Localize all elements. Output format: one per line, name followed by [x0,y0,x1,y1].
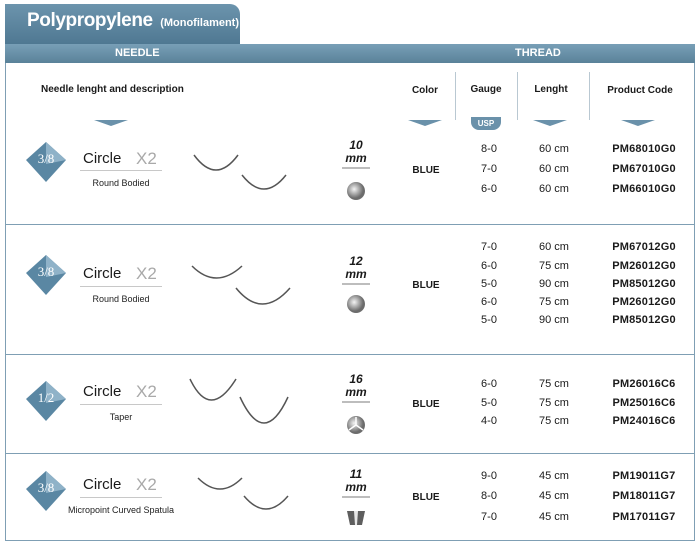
product-code-cell: PM19011G7 [612,470,676,482]
title-tab [5,4,240,44]
multiplier-label: X2 [136,149,157,168]
gauge-cell: 4-0 [481,415,497,427]
gauge-cell: 6-0 [481,378,497,390]
product-subtitle: (Monofilament) [160,17,240,29]
circle-fraction: 3/8 [37,264,55,279]
type-underline [80,286,162,287]
description-arrow-icon [94,120,128,126]
product-code-cell: PM26012G0 [612,260,676,272]
table-row [454,378,694,396]
circle-fraction-badge [26,381,66,421]
product-code-cell: PM18011G7 [612,490,676,502]
table-row [454,511,694,529]
table-row [454,397,694,415]
needle-type: Round Bodied [92,178,150,188]
needle-length-unit: mm [345,385,367,399]
gauge-cell: 5-0 [481,278,497,290]
header-band [5,44,695,63]
circle-fraction: 3/8 [37,480,55,495]
gauge-cell: 6-0 [481,183,497,195]
gauge-cell: 7-0 [481,163,497,175]
needle-curve-icon [186,470,296,530]
code-column-header: Product Code [607,85,673,96]
length-cell: 60 cm [539,241,569,253]
needle-length-value: 16 [349,372,363,386]
table-row [454,490,694,508]
product-code-cell: PM66010G0 [612,183,676,195]
circle-fraction-badge [26,142,66,182]
gauge-cell: 7-0 [481,511,497,523]
column-separator [589,72,590,120]
multiplier-label: X2 [136,264,157,283]
needle-length-value: 10 [349,138,363,152]
table-row [454,183,694,201]
length-cell: 60 cm [539,183,569,195]
needle-section [6,225,694,354]
product-code-cell: PM67010G0 [612,163,676,175]
thread-color: BLUE [412,492,440,503]
thread-color: BLUE [412,165,440,176]
needle-type: Round Bodied [92,294,150,304]
needle-length-value: 11 [349,467,363,481]
spatula-tip-icon [345,508,367,530]
length-cell: 60 cm [539,143,569,155]
column-separator [517,72,518,120]
product-code-cell: PM85012G0 [612,278,676,290]
needle-header: NEEDLE [115,47,160,59]
circle-label: Circle [83,150,122,167]
needle-length-value: 12 [349,254,363,268]
length-arrow-icon [533,120,567,126]
thread-header: THREAD [515,47,561,59]
gauge-cell: 5-0 [481,314,497,326]
length-cell: 45 cm [539,490,569,502]
needle-type: Micropoint Curved Spatula [67,505,175,515]
round-tip-icon [345,180,367,202]
length-column-header: Lenght [534,84,568,95]
length-cell: 75 cm [539,415,569,427]
table-row [454,415,694,433]
gauge-cell: 8-0 [481,490,497,502]
table-row [454,296,694,314]
needle-length-underline [342,401,370,403]
type-underline [80,497,162,498]
product-code-cell: PM25016C6 [612,397,676,409]
needle-curve-icon [186,375,296,445]
needle-length-unit: mm [345,151,367,165]
length-cell: 75 cm [539,296,569,308]
gauge-cell: 8-0 [481,143,497,155]
color-arrow-icon [408,120,442,126]
length-cell: 75 cm [539,378,569,390]
circle-label: Circle [83,265,122,282]
product-code-cell: PM85012G0 [612,314,676,326]
gauge-column-header: Gauge [470,84,502,95]
gauge-cell: 6-0 [481,296,497,308]
needle-length-underline [342,496,370,498]
table-row [454,163,694,181]
multiplier-label: X2 [136,475,157,494]
circle-fraction-badge [26,471,66,511]
description-column-header: Needle lenght and description [41,84,184,95]
product-title: Polypropylene [27,10,153,31]
needle-section [6,454,694,540]
product-code-cell: PM26012G0 [612,296,676,308]
length-cell: 90 cm [539,278,569,290]
length-cell: 75 cm [539,397,569,409]
length-cell: 90 cm [539,314,569,326]
gauge-cell: 5-0 [481,397,497,409]
gauge-cell: 7-0 [481,241,497,253]
product-code-cell: PM24016C6 [612,415,676,427]
circle-fraction-badge [26,255,66,295]
circle-label: Circle [83,476,122,493]
table-row [454,314,694,332]
taper-tip-icon [345,414,367,436]
code-arrow-icon [621,120,655,126]
table-row [454,143,694,161]
length-cell: 45 cm [539,470,569,482]
needle-length-unit: mm [345,267,367,281]
needle-length-unit: mm [345,480,367,494]
needle-length-underline [342,167,370,169]
product-code-cell: PM67012G0 [612,241,676,253]
gauge-cell: 9-0 [481,470,497,482]
gauge-cell: 6-0 [481,260,497,272]
color-column-header: Color [411,85,439,96]
type-underline [80,170,162,171]
circle-fraction: 1/2 [37,390,55,405]
usp-badge: USP [471,117,501,130]
product-code-cell: PM17011G7 [612,511,676,523]
circle-label: Circle [83,383,122,400]
column-separator [455,72,456,120]
type-underline [80,404,162,405]
needle-curve-icon [186,145,296,205]
needle-length-underline [342,283,370,285]
needle-type: Taper [109,412,133,422]
length-cell: 60 cm [539,163,569,175]
thread-color: BLUE [412,399,440,410]
table-row [454,241,694,259]
needle-section [6,355,694,453]
table-row [454,278,694,296]
needle-section [6,130,694,224]
table-row [454,260,694,278]
needle-curve-icon [186,260,296,330]
length-cell: 75 cm [539,260,569,272]
multiplier-label: X2 [136,382,157,401]
circle-fraction: 3/8 [37,151,55,166]
product-code-cell: PM68010G0 [612,143,676,155]
thread-color: BLUE [412,280,440,291]
table-row [454,470,694,488]
product-code-cell: PM26016C6 [612,378,676,390]
length-cell: 45 cm [539,511,569,523]
round-tip-icon [345,293,367,315]
